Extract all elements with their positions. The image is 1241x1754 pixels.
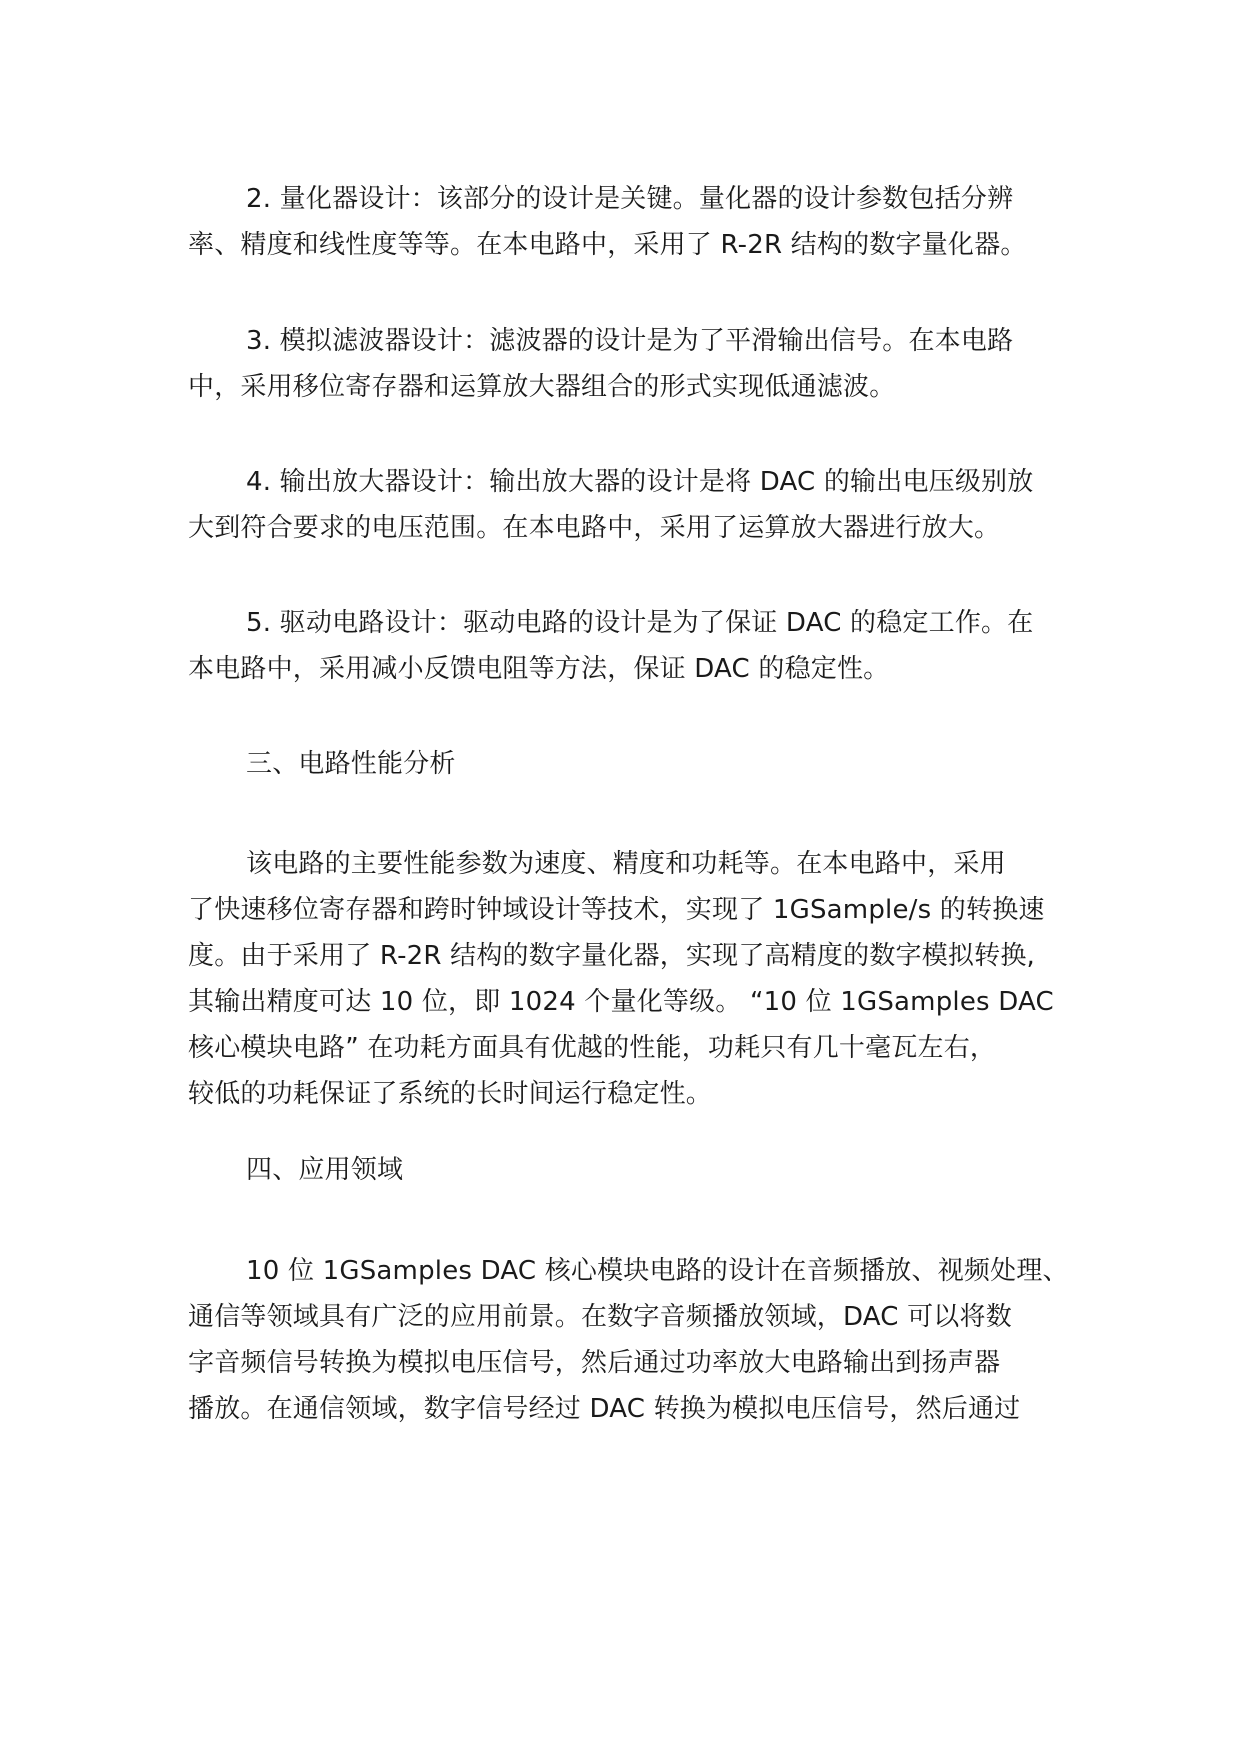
paragraph-performance-analysis: [188, 841, 1068, 1117]
paragraph-output-amplifier-design: [188, 459, 1068, 551]
text-line: 率、精度和线性度等等。在本电路中，采用了 R-2R 结构的数字量化器。: [188, 230, 1027, 260]
text-line: 2. 量化器设计：该部分的设计是关键。量化器的设计参数包括分辨: [246, 184, 1014, 214]
text-line: 3. 模拟滤波器设计：滤波器的设计是为了平滑输出信号。在本电路: [246, 326, 1014, 356]
text-line: 通信等领域具有广泛的应用前景。在数字音频播放领域，DAC 可以将数: [188, 1302, 1012, 1332]
text-line: 中，采用移位寄存器和运算放大器组合的形式实现低通滤波。: [188, 372, 896, 402]
text-line: 字音频信号转换为模拟电压信号，然后通过功率放大电路输出到扬声器: [188, 1348, 1001, 1378]
text-line: 大到符合要求的电压范围。在本电路中，采用了运算放大器进行放大。: [188, 513, 1001, 543]
text-line: 核心模块电路” 在功耗方面具有优越的性能，功耗只有几十毫瓦左右，: [188, 1033, 997, 1063]
text-line: 该电路的主要性能参数为速度、精度和功耗等。在本电路中，采用: [246, 849, 1006, 879]
text-line: 较低的功耗保证了系统的长时间运行稳定性。: [188, 1079, 713, 1109]
paragraph-quantizer-design: [188, 176, 1068, 268]
section-heading-performance: [188, 741, 1068, 787]
text-line: 度。由于采用了 R-2R 结构的数字量化器，实现了高精度的数字模拟转换,: [188, 941, 1035, 971]
text-line: 播放。在通信领域，数字信号经过 DAC 转换为模拟电压信号，然后通过: [188, 1394, 1021, 1424]
text-line: 本电路中，采用减小反馈电阻等方法，保证 DAC 的稳定性。: [188, 654, 890, 684]
text-line: 10 位 1GSamples DAC 核心模块电路的设计在音频播放、视频处理、: [246, 1256, 1069, 1286]
paragraph-applications: [188, 1248, 1068, 1432]
heading-text: 三、电路性能分析: [246, 749, 456, 779]
paragraph-driver-circuit-design: [188, 600, 1068, 692]
text-line: 5. 驱动电路设计：驱动电路的设计是为了保证 DAC 的稳定工作。在: [246, 608, 1034, 638]
paragraph-filter-design: [188, 318, 1068, 410]
text-line: 了快速移位寄存器和跨时钟域设计等技术，实现了 1GSample/s 的转换速: [188, 895, 1045, 925]
text-line: 其输出精度可达 10 位，即 1024 个量化等级。 “10 位 1GSamples DAC: [188, 987, 1054, 1017]
heading-text: 四、应用领域: [246, 1155, 404, 1185]
section-heading-applications: [188, 1147, 1068, 1193]
text-line: 4. 输出放大器设计：输出放大器的设计是将 DAC 的输出电压级别放: [246, 467, 1034, 497]
